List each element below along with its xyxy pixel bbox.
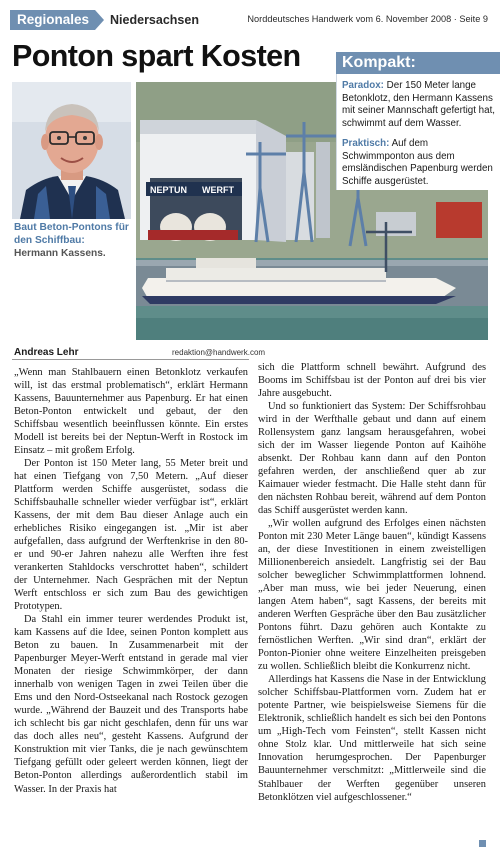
article-paragraph: „Wenn man Stahlbauern einen Betonklotz verkaufen will, ist das erstmal problematisch“, erklärt Hermann Kassens, Bauunternehmer aus Papenburg. Er hat einen Beton-Ponton entwickelt und gebaut, der den Schiffsbau wesentlich beeinflussen könnte. Ein erstes Modell ist bereits bei der Neptun-Werft in Rostock im Einsatz – mit großem Erfolg. <box>14 367 248 457</box>
section-name: Regionales <box>10 10 95 30</box>
kompakt-item-paradox <box>342 80 496 130</box>
portrait-photo <box>12 82 131 219</box>
article-paragraph: Und so funktioniert das System: Der Schiffsrohbau wird in der Werfthalle gebaut und dann auf einem Rollensystem ganz langsam herausgefahren, wobei sich der im Wasser liegende Ponton auf Kaihöhe absenkt. Der Rohbau kann dann auf den Ponton gefahren werden, der anschließend quer ab zur Kaimauer wieder festmacht. Die Halle steht dann für den nächsten Rohbau bereit, während auf dem Ponton das Schiff ausgerüstet werden kann. <box>258 401 486 517</box>
section-label <box>10 10 199 30</box>
article-paragraph: Der Ponton ist 150 Meter lang, 55 Meter breit und hat einen Tiefgang von 7,50 Metern. „Auf dieser Plattform werden Schiffe ausgerüstet, sodass die Schiffsbauhalle schneller wieder verfügbar ist“, erklärt Kassens, der mit dem Bau dieser Anlage auch ein erhebliches Risiko eingegangen ist. „Mir ist aber aufgefallen, dass aufgrund der Werftenkrise in den 80-er und 90-er Jahren nahezu alle Werften ihre fest verankerten Stahldocks verschrottet haben“, schildert der Unternehmer. Nach Gesprächen mit der Neptun Werft entschloss er sich zum Bau des gewichtigen Prototypen. <box>14 458 248 613</box>
portrait-caption <box>14 222 130 260</box>
headline: Ponton spart Kosten <box>12 39 301 73</box>
subsection-name: Niedersachsen <box>110 13 199 27</box>
article-paragraph: Da Stahl ein immer teurer werdendes Produkt ist, kam Kassens auf die Idee, seinen Ponton komplett aus Beton zu bauen. In Zusammenarbeit mit der Papenburger Meyer-Werft entstand in gerade mal vier Monaten der riesige Schwimmkörper, der dann innerhalb von wenigen Tagen in zwei Teilen über die Ems und den Nord-Ostseekanal nach Rostock gezogen wurde. „Während der Bauzeit und des Transports habe ich schlecht bis gar nicht geschlafen, denn für uns war das doch alles neu“, gesteht Kassens. Aufgrund der Konstruktion mit vier Tanks, die je nach gewünschtem Tiefgang gefüllt oder geleert werden können, liegt der Beton-Ponton allerdings außerordentlich stabil im Wasser. In der Praxis hat <box>14 614 248 795</box>
kompakt-item-praktisch <box>342 138 496 188</box>
article-paragraph: „Wir wollen aufgrund des Erfolges einen nächsten Ponton mit 230 Meter Länge bauen“, kündigt Kassens an, der diese Investitionen in einem zweistelligen Millionenbereich ansiedelt. Langfristig sei der Bau solcher beweglicher Schwimmplattformen lohnend. „Aber man muss, wie bei jeder Neuerung, einen langen Atem haben“, sagt Kassens, der bereits mit anderen Werften Gespräche über den Bau zusätzlicher Pontons führt. Dazu gehören auch Kontakte zu fernöstlichen Werften. „Wir sind dran“, erklärt der Ponton-Pionier ohne weitere Einzelheiten preisgeben zu wollen. Schließlich bleibt die Konkurrenz nicht. <box>258 518 486 673</box>
byline-author: Andreas Lehr <box>14 347 79 358</box>
publication-date: vom 6. November 2008 <box>355 14 452 24</box>
publication-name: Norddeutsches Handwerk <box>247 14 354 24</box>
kompakt-text-paradox: Der 150 Meter lange Betonklotz, den Hermann Kassens mit seiner Mannschaft gefertigt hat, schwimmt auf dem Wasser. <box>342 80 496 129</box>
article-column-2 <box>258 361 486 804</box>
kompakt-title: Kompakt: <box>336 52 500 74</box>
kompakt-label-paradox: Paradox: <box>342 80 384 91</box>
sign-werft: WERFT <box>202 185 234 195</box>
section-arrow-icon <box>95 10 104 30</box>
sign-neptun: NEPTUN <box>150 185 188 195</box>
page-number: Seite 9 <box>459 14 488 24</box>
caption-line-2: den Schiffbau: <box>14 234 85 246</box>
end-of-article-mark <box>479 840 486 847</box>
article-column-1 <box>14 366 248 796</box>
kompakt-label-praktisch: Praktisch: <box>342 138 390 149</box>
article-paragraph: Allerdings hat Kassens die Nase in der Entwicklung solcher Schiffsbau-Plattformen vorn. Zudem hat er potente Partner, wie beispielsweise Siemens für die Elektronik, schließlich handelt es sich bei den Pontons um „High-Tech vom Feinsten“, stellt Kassen nicht ohne Stolz klar. Und mittlerweile hat sich seine Innovation herumgesprochen. Der Papenburger Bauunternehmer verschmitzt: „Mittlerweile sind die Stahlbauer der Werften gegenüber unseren Betonklötzen viel aufgeschlossener.“ <box>258 674 486 803</box>
kompakt-text-praktisch: Auf dem Schwimmponton aus dem emsländischen Papenburg werden Schiffe ausgerüstet. <box>342 138 493 187</box>
article-paragraph: sich die Plattform schnell bewährt. Aufgrund des Booms im Schiffsbau ist der Ponton auf drei bis vier Jahre ausgebucht. <box>258 362 486 400</box>
byline-email[interactable]: redaktion@handwerk.com <box>172 348 266 357</box>
portrait-illustration <box>12 82 131 219</box>
byline-rule <box>12 359 249 360</box>
caption-line-1: Baut Beton-Pontons für <box>14 222 129 233</box>
publication-meta: Norddeutsches Handwerk vom 6. November 2008 · Seite 9 <box>247 14 488 24</box>
caption-name: Hermann Kassens. <box>14 247 106 259</box>
